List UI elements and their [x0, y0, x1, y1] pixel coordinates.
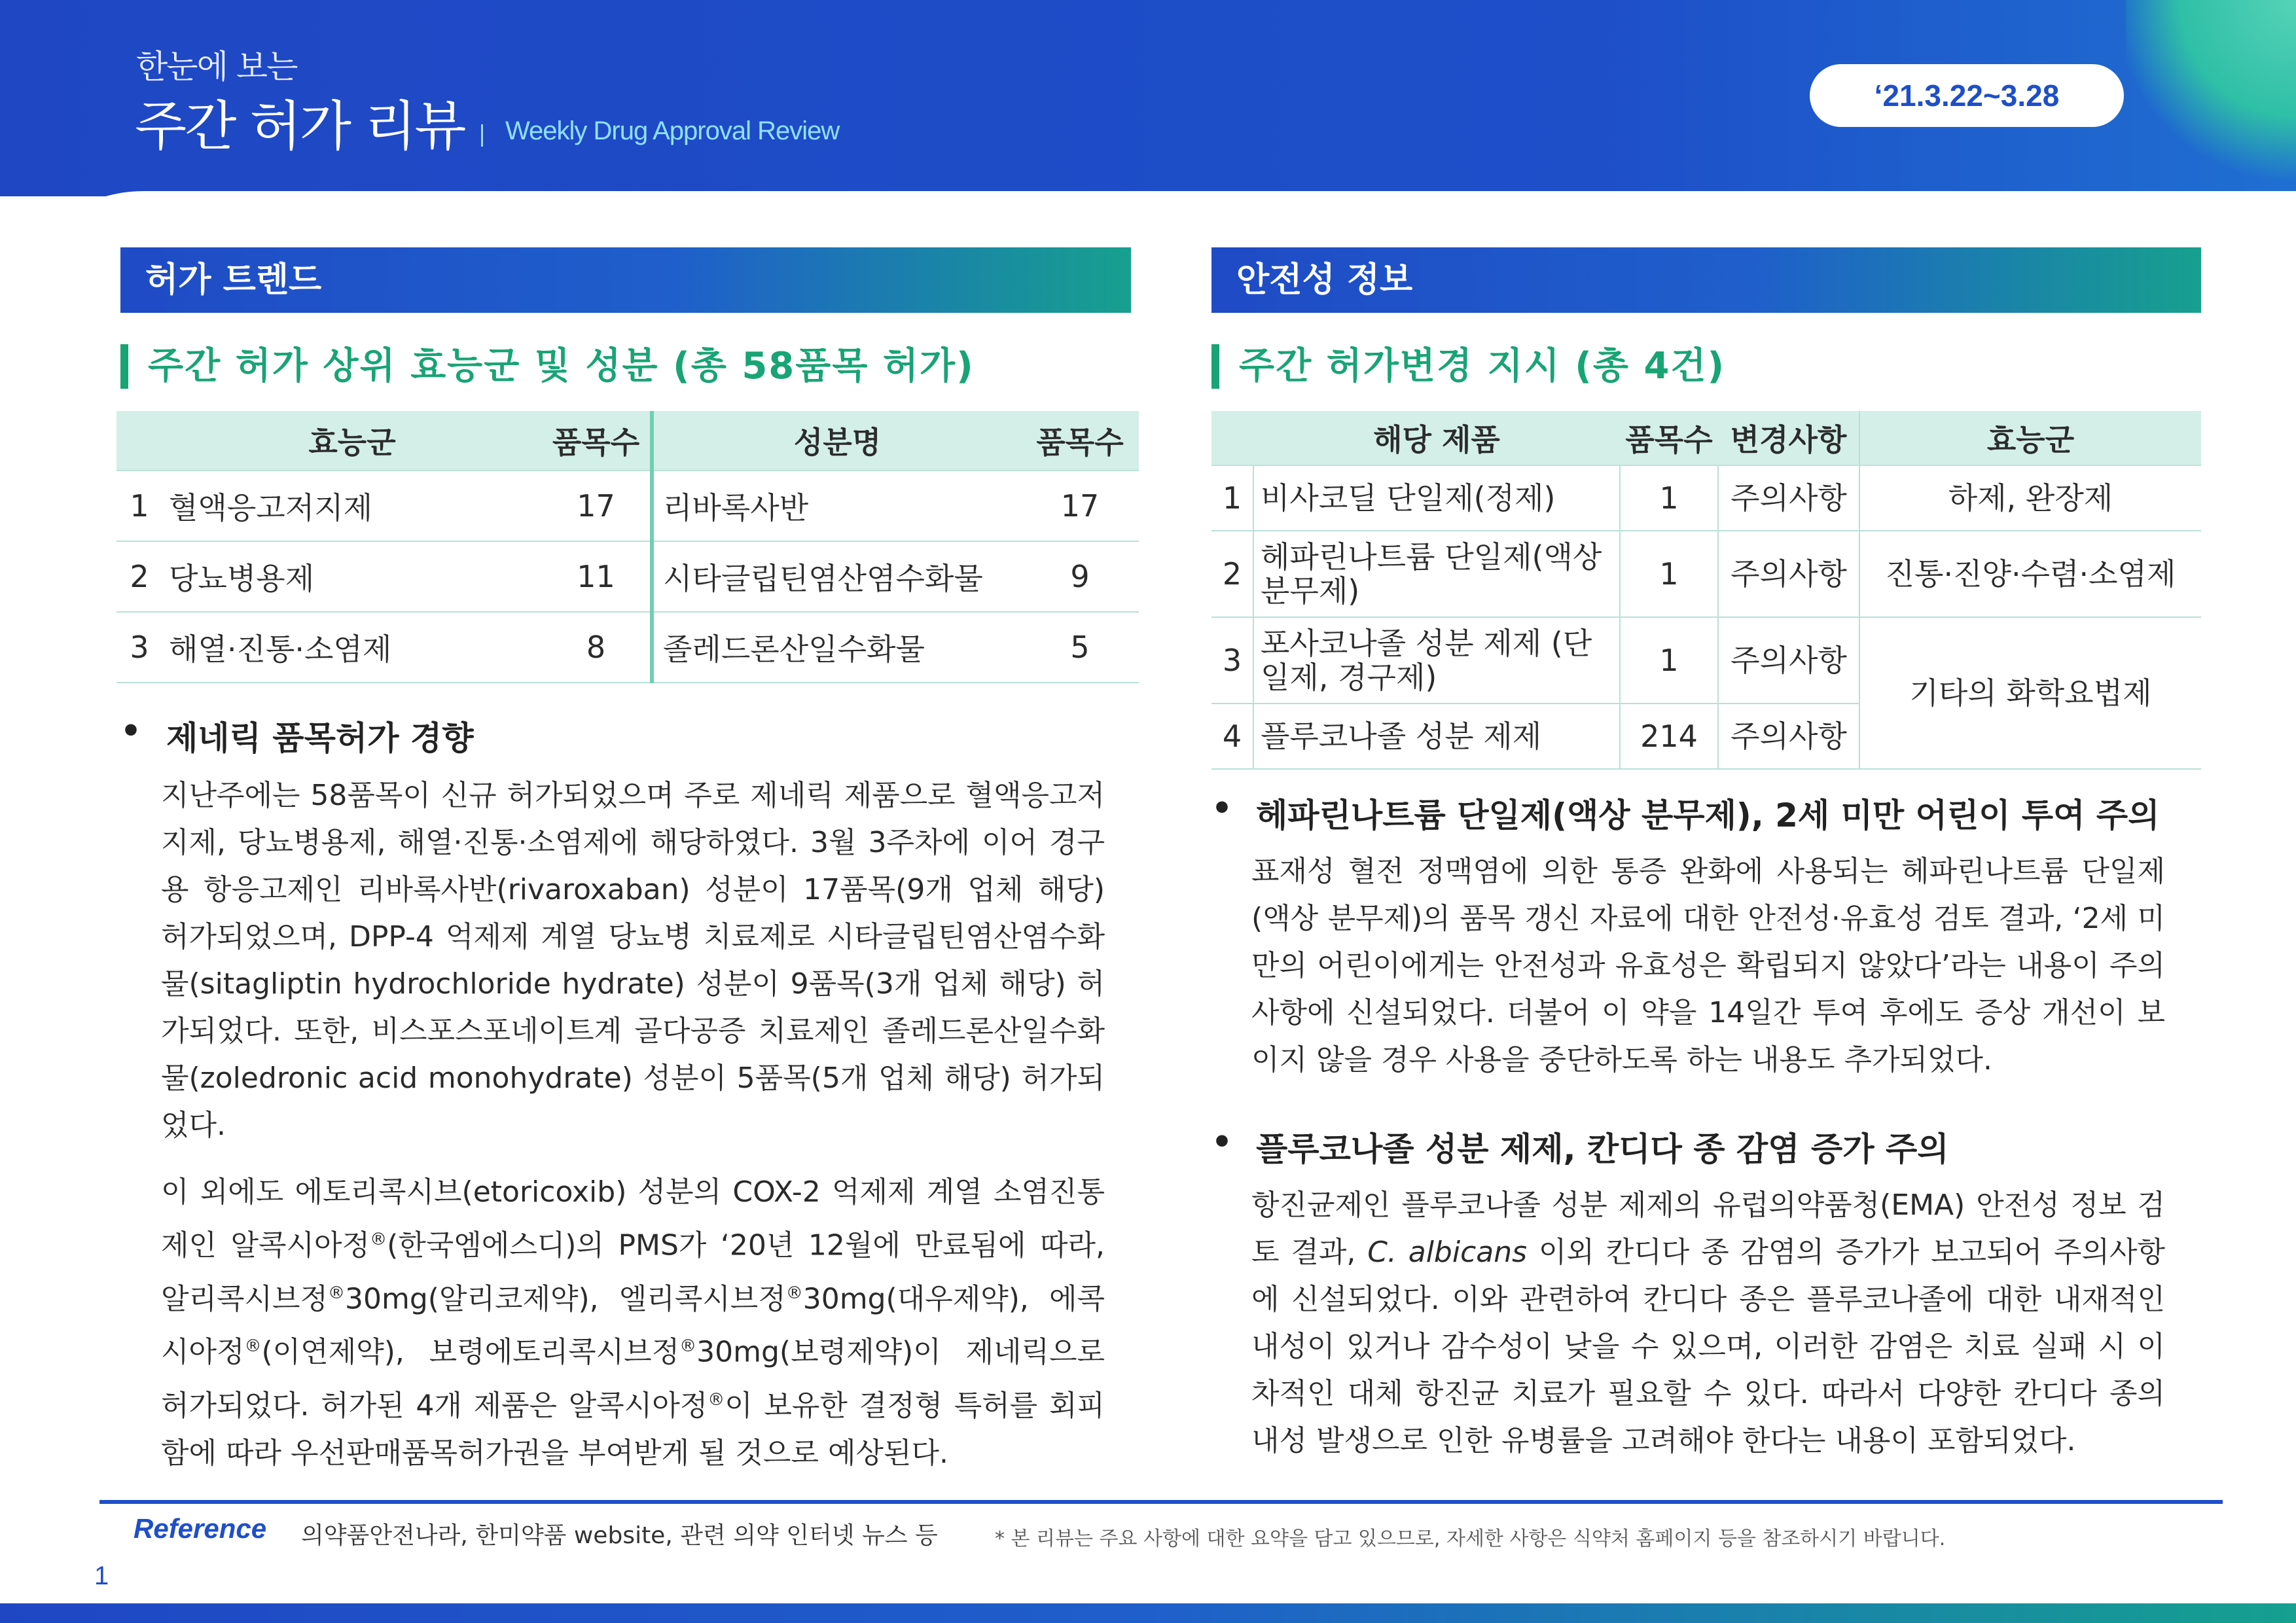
item-count: 8	[542, 612, 652, 683]
reference-label: Reference	[134, 1513, 267, 1544]
efficacy-group: 해열·진통·소염제	[162, 612, 542, 683]
paragraph-generic-trend: 지난주에는 58품목이 신규 허가되었으며 주로 제네릭 제품으로 혈액응고저지제, 당뇨병용제, 해열·진통·소염제에 해당하였다. 3월 3주차에 이어 경구용 항응고제인 리바록사반(rivaroxaban) 성분이 17품목(9개 업체 해당) 허가되었으며, DPP-4 억제제 계열 당뇨병 치료제로 시타글립틴염산염수화물(sitagliptin hydrochloride hydrate) 성분이 9품목(3개 업체 해당) 허가되었다. 또한, 비스포스포네이트계 골다공증 치료제인 졸레드론산일수화물(zoledronic acid monohydrate) 성분이 5품목(5개 업체 해당) 허가되었다.	[161, 779, 1105, 1142]
change-type: 주의사항	[1718, 617, 1859, 704]
row-index: 4	[1211, 704, 1253, 769]
top-groups-table	[117, 411, 1139, 683]
text-span: 30mg(보령제약)이 제네릭으로 허가되었다. 허가된 4개 제품은 알콕시아정	[161, 1335, 1105, 1423]
table-header-cell: 효능군	[1859, 411, 2201, 465]
change-type: 주의사항	[1718, 465, 1859, 531]
text-span: (이연제약), 보령에토리콕시브정	[261, 1335, 680, 1369]
bullet-fluconazole	[1211, 1123, 2219, 1170]
bullet-dot: •	[1211, 1123, 1232, 1161]
item-count: 5	[1021, 612, 1139, 683]
product-name: 헤파린나트륨 단일제(액상 분무제)	[1253, 531, 1620, 617]
row-index: 2	[117, 541, 162, 612]
reference-text: 의약품안전나라, 한미약품 website, 관련 의약 인터넷 뉴스 등	[301, 1522, 938, 1549]
table-header-cell: 성분명	[652, 411, 1021, 471]
ingredient-name: 시타글립틴염산염수화물	[652, 541, 1021, 612]
bullet-dot: •	[1211, 789, 1232, 827]
header-corner-accent	[2126, 0, 2296, 196]
table-header-cell: 품목수	[1021, 411, 1139, 471]
text-span: 이 보유한 결정형 특허를 회피함에 따라 우선판매품목허가권을 부여받게 될 것으로 예상된다.	[161, 1389, 1105, 1470]
item-count: 17	[1021, 471, 1139, 541]
row-index: 3	[1211, 617, 1253, 704]
section-title-trend: 허가 트렌드	[120, 247, 1131, 313]
text-span: 30mg(대우제약), 에콕시아정	[161, 1282, 1105, 1369]
species-name: C. albicans	[1367, 1236, 1528, 1269]
item-count: 1	[1620, 617, 1718, 704]
text-span: 이외 칸디다 종 감염의 증가가 보고되어 주의사항에 신설되었다. 이와 관련하여 칸디다 종은 플루코나졸에 대한 내재적인 내성이 있거나 감수성이 낮을 수 있으며, 이러한 감염은 치료 실패 시 이차적인 대체 항진균 치료가 필요할 수 있다. 따라서 다양한 칸디다 종의 내성 발생으로 인한 유병률을 고려해야 한다는 내용이 포함되었다.	[1251, 1236, 2165, 1457]
text-span: 이 외에도 에토리콕시브(etoricoxib) 성분의 COX-2 억제제 계열 소염진통제인 알콕시아정	[161, 1175, 1105, 1262]
header-title: 주간 허가 리뷰	[135, 96, 465, 158]
change-type: 주의사항	[1718, 704, 1859, 769]
row-index: 1	[117, 471, 162, 541]
bullet-dot: •	[120, 712, 141, 750]
reg-mark: ®	[708, 1389, 725, 1410]
table-header-cell	[1211, 411, 1253, 465]
date-badge: ‘21.3.22~3.28	[1810, 64, 2124, 127]
reg-mark: ®	[244, 1336, 262, 1357]
bullet-title: 제네릭 품목허가 경향	[166, 719, 474, 757]
product-name: 포사코나졸 성분 제제 (단일제, 경구제)	[1253, 617, 1620, 704]
text-span: 30mg(알리코제약), 엘리콕시브정	[345, 1282, 786, 1316]
ingredient-name: 리바록사반	[652, 471, 1021, 541]
item-count: 9	[1021, 541, 1139, 612]
table-header-row	[117, 411, 1139, 471]
paragraph-fluconazole	[1251, 1182, 2165, 1465]
subheading-label-changes: 주간 허가변경 지시 (총 4건)	[1211, 340, 2201, 393]
table-header-cell	[117, 411, 162, 471]
reg-mark: ®	[328, 1283, 346, 1303]
change-type: 주의사항	[1718, 531, 1859, 617]
reg-mark: ®	[785, 1283, 803, 1303]
table-header-cell: 품목수	[1620, 411, 1718, 465]
paragraph-etoricoxib	[161, 1169, 1105, 1477]
table-header-cell: 품목수	[542, 411, 652, 471]
bullet-heparin	[1211, 789, 2219, 836]
table-header-cell: 해당 제품	[1253, 411, 1620, 465]
item-count: 11	[542, 541, 652, 612]
text-span: 항진균제인 플루코나졸 성분 제제의 유럽의약품청(EMA) 안전성 정보 검토 결과,	[1251, 1188, 2165, 1269]
header-english-title: Weekly Drug Approval Review	[505, 116, 840, 145]
table-header-row	[1211, 411, 2201, 465]
table-row	[117, 612, 1139, 683]
bullet-title: 헤파린나트륨 단일제(액상 분무제), 2세 미만 어린이 투여 주의	[1256, 796, 2160, 834]
item-count: 214	[1620, 704, 1718, 769]
product-name: 플루코나졸 성분 제제	[1253, 704, 1620, 769]
table-row	[1211, 465, 2201, 531]
row-index: 3	[117, 612, 162, 683]
table-row	[117, 541, 1139, 612]
subheading-top-groups: 주간 허가 상위 효능군 및 성분 (총 58품목 허가)	[120, 340, 1141, 393]
efficacy-group: 하제, 완장제	[1859, 465, 2201, 531]
table-row	[117, 471, 1139, 541]
item-count: 1	[1620, 531, 1718, 617]
header-subtitle: 한눈에 보는	[136, 48, 297, 86]
reg-mark: ®	[370, 1230, 387, 1249]
header-separator	[481, 124, 483, 147]
page-number: 1	[94, 1561, 109, 1590]
section-title-safety: 안전성 정보	[1211, 247, 2201, 313]
efficacy-group: 진통·진양·수렴·소염제	[1859, 531, 2201, 617]
table-row	[1211, 531, 2201, 617]
bullet-generic-trend	[120, 712, 1141, 759]
ingredient-name: 졸레드론산일수화물	[652, 612, 1021, 683]
reg-mark: ®	[679, 1336, 697, 1357]
row-index: 1	[1211, 465, 1253, 531]
table-header-cell: 효능군	[162, 411, 542, 471]
efficacy-group: 혈액응고저지제	[162, 471, 542, 541]
row-index: 2	[1211, 531, 1253, 617]
efficacy-group: 기타의 화학요법제	[1859, 617, 2201, 769]
bottom-bar	[0, 1603, 2296, 1623]
efficacy-group: 당뇨병용제	[162, 541, 542, 612]
table-row	[1211, 617, 2201, 704]
item-count: 17	[542, 471, 652, 541]
product-name: 비사코딜 단일제(정제)	[1253, 465, 1620, 531]
bullet-title: 플루코나졸 성분 제제, 칸디다 종 감염 증가 주의	[1256, 1130, 1949, 1168]
footnote: * 본 리뷰는 주요 사항에 대한 요약을 담고 있으므로, 자세한 사항은 식약처 홈페이지 등을 참조하시기 바랍니다.	[995, 1527, 1946, 1550]
item-count: 1	[1620, 465, 1718, 531]
label-change-table	[1211, 411, 2201, 770]
table-header-cell: 변경사항	[1718, 411, 1859, 465]
paragraph-heparin: 표재성 혈전 정맥염에 의한 통증 완화에 사용되는 헤파린나트륨 단일제(액상 분무제)의 품목 갱신 자료에 대한 안전성·유효성 검토 결과, ‘2세 미만의 어린이에게는 안전성과 유효성은 확립되지 않았다’라는 내용이 주의사항에 신설되었다. 더불어 이 약을 14일간 투여 후에도 증상 개선이 보이지 않을 경우 사용을 중단하도록 하는 내용도 추가되었다.	[1251, 855, 2165, 1077]
text-span: (한국엠에스디)의 PMS가 ‘20년 12월에 만료됨에 따라, 알리콕시브정	[161, 1228, 1105, 1316]
footer-divider	[99, 1500, 2223, 1504]
